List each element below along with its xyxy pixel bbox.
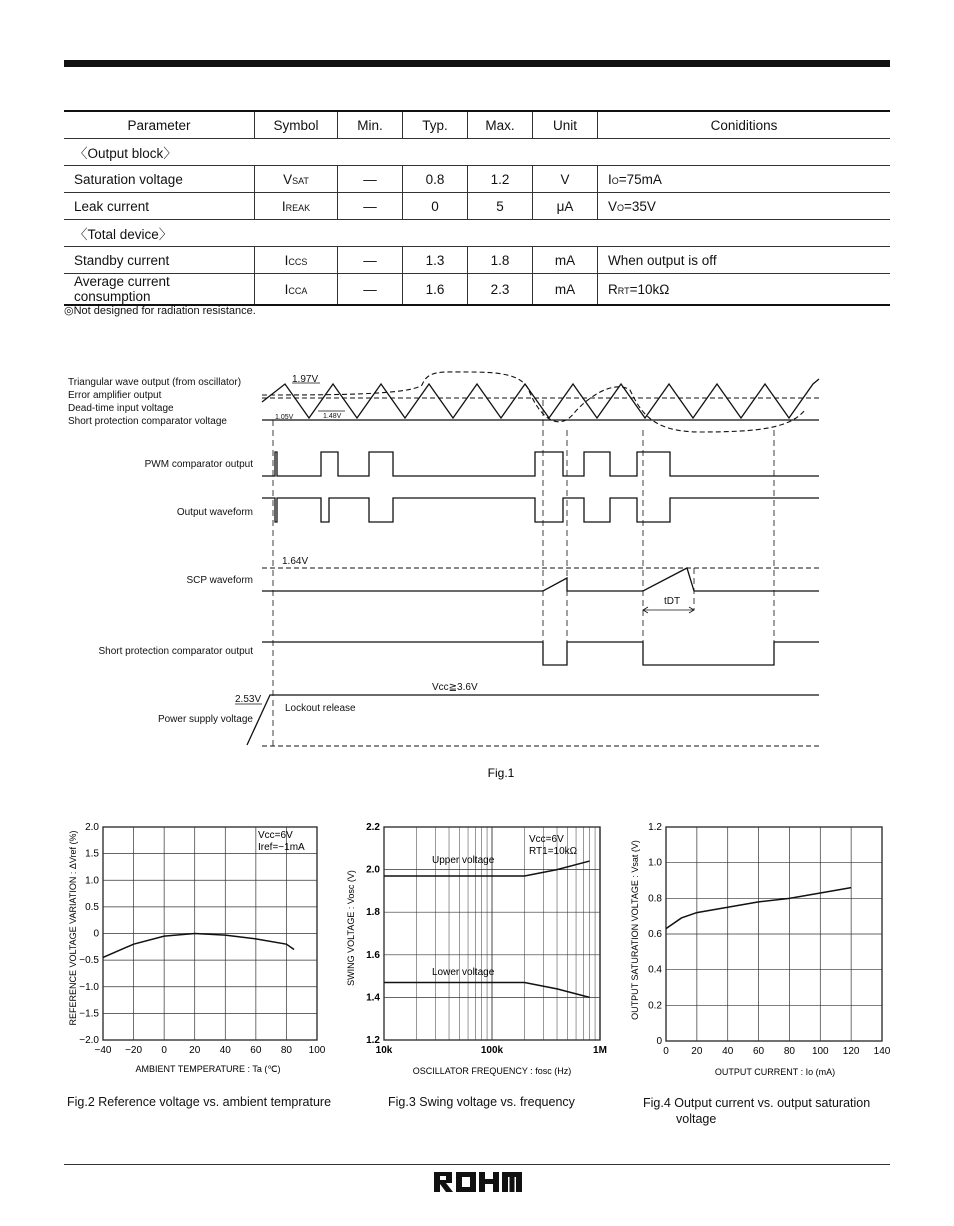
- label-tdt: tDT: [664, 596, 681, 607]
- label-197v: 1.97V: [292, 374, 319, 385]
- fig3-ytick: 2.2: [366, 822, 380, 833]
- fig4-ytick: 0.4: [648, 964, 662, 976]
- header-unit: Unit: [533, 111, 598, 139]
- scp-waveform: [262, 568, 819, 591]
- fig4-xtick: 80: [783, 1046, 795, 1057]
- fig2-xtick: 80: [280, 1045, 292, 1056]
- fig4-xtick: 20: [691, 1046, 703, 1057]
- fig2-xtick: 20: [189, 1045, 201, 1056]
- error-amp-output: [262, 372, 805, 432]
- cell-min: —: [338, 247, 403, 274]
- table-row: [64, 247, 890, 274]
- fig3-legend-vcc: Vcc=6V: [529, 834, 564, 845]
- fig3-lower-label: Lower voltage: [432, 967, 495, 978]
- fig3-ytick: 1.6: [366, 949, 380, 961]
- fig2-legend-iref: Iref=−1mA: [258, 842, 305, 853]
- cell-max: 1.8: [468, 247, 533, 274]
- fig2-ytick: 1.0: [85, 875, 99, 887]
- fig3-caption: Fig.3 Swing voltage vs. frequency: [388, 1095, 575, 1109]
- fig4-xtick: 100: [811, 1046, 829, 1057]
- fig2-xtick: −40: [94, 1045, 112, 1056]
- label-error-amp: Error amplifier output: [68, 390, 162, 401]
- cell-conditions: VO=35V: [598, 193, 891, 220]
- label-lockout: Lockout release: [285, 703, 356, 714]
- cell-max: 5: [468, 193, 533, 220]
- fig2-xtick: 40: [219, 1045, 231, 1056]
- header-symbol: Symbol: [255, 111, 338, 139]
- fig4-ylabel: OUTPUT SATURATION VOLTAGE : Vsat (V): [630, 840, 640, 1020]
- fig3-lower-line: [384, 982, 590, 997]
- fig4-ytick: 0.8: [648, 893, 662, 905]
- fig4-xlabel: OUTPUT CURRENT : Io (mA): [714, 1067, 836, 1077]
- fig1-caption: Fig.1: [487, 766, 515, 780]
- label-spc-output: Short protection comparator output: [98, 646, 253, 657]
- cell-symbol: ICCA: [255, 274, 338, 306]
- fig4-ytick: 0: [656, 1036, 662, 1047]
- cell-parameter: Leak current: [64, 193, 255, 220]
- top-rule: [64, 60, 890, 67]
- cell-conditions: RRT=10kΩ: [598, 274, 891, 306]
- cell-typ: 0.8: [403, 166, 468, 193]
- cell-parameter: Standby current: [64, 247, 255, 274]
- spc-output-waveform: [262, 642, 819, 665]
- table-header-row: [64, 111, 890, 139]
- fig2-series-line: [103, 934, 294, 958]
- fig2-caption: Fig.2 Reference voltage vs. ambient temprature: [67, 1095, 332, 1109]
- cell-unit: mA: [533, 274, 598, 306]
- fig3-xtick: 100k: [480, 1045, 504, 1056]
- rohm-logo: [432, 1170, 524, 1194]
- fig2-xtick: 0: [161, 1045, 167, 1056]
- fig2-ytick: −1.5: [79, 1008, 99, 1020]
- timing-diagram: [0, 360, 954, 790]
- radiation-note: ◎Not designed for radiation resistance.: [64, 305, 256, 317]
- label-output-waveform: Output waveform: [176, 507, 253, 518]
- group-row: [64, 220, 890, 247]
- fig3-ytick: 1.2: [366, 1035, 380, 1046]
- table-row: [64, 166, 890, 193]
- cell-symbol: ICCS: [255, 247, 338, 274]
- fig3-chart: [340, 815, 625, 1085]
- group-label: 〈Output block〉: [64, 139, 890, 166]
- cell-conditions: When output is off: [598, 247, 891, 274]
- fig2-ytick: 0: [93, 928, 99, 940]
- fig3-xtick: 1M: [593, 1045, 607, 1056]
- cell-min: —: [338, 274, 403, 306]
- fig2-ytick: −2.0: [79, 1035, 99, 1046]
- label-253v: 2.53V: [235, 694, 262, 705]
- fig3-xtick: 10k: [375, 1045, 393, 1056]
- label-vcc: Vcc≧3.6V: [432, 682, 478, 693]
- cell-parameter: Saturation voltage: [64, 166, 255, 193]
- cell-typ: 1.6: [403, 274, 468, 306]
- fig2-xtick: 100: [308, 1045, 326, 1056]
- fig3-xlabel: OSCILLATOR FREQUENCY : fosc (Hz): [412, 1066, 572, 1076]
- fig2-xtick: 60: [250, 1045, 262, 1056]
- label-105v: 1.05V: [275, 414, 294, 421]
- fig2-xlabel: AMBIENT TEMPERATURE : Ta (℃): [135, 1064, 281, 1074]
- cell-conditions: IO=75mA: [598, 166, 891, 193]
- label-triangular-wave: Triangular wave output (from oscillator): [68, 377, 242, 388]
- fig2-chart: [60, 815, 335, 1085]
- fig2-legend-vcc: Vcc=6V: [258, 830, 293, 841]
- fig4-caption: Fig.4 Output current vs. output saturation: [643, 1096, 871, 1110]
- fig2-ytick: −0.5: [79, 955, 99, 967]
- fig4-ytick: 0.6: [648, 929, 662, 940]
- fig4-xtick: 60: [753, 1046, 765, 1057]
- fig4-ytick: 0.2: [648, 1000, 662, 1012]
- label-scp: SCP waveform: [186, 575, 253, 586]
- group-label: 〈Total device〉: [64, 220, 890, 247]
- table-row: [64, 193, 890, 220]
- fig4-ytick: 1.0: [648, 857, 662, 869]
- fig3-ylabel: SWING VOLTAGE : Vosc (V): [346, 870, 356, 986]
- cell-unit: μA: [533, 193, 598, 220]
- bottom-rule: [64, 1164, 890, 1165]
- label-164v: 1.64V: [282, 556, 309, 567]
- fig4-xtick: 40: [722, 1046, 734, 1057]
- cell-unit: mA: [533, 247, 598, 274]
- fig3-ytick: 1.4: [366, 992, 380, 1004]
- cell-parameter: Average current consumption: [64, 274, 255, 306]
- cell-unit: V: [533, 166, 598, 193]
- header-max: Max.: [468, 111, 533, 139]
- fig3-upper-label: Upper voltage: [432, 855, 495, 866]
- fig4-xtick: 120: [842, 1046, 860, 1057]
- fig2-ytick: 0.5: [85, 901, 99, 913]
- label-pwm: PWM comparator output: [144, 459, 253, 470]
- label-power-supply: Power supply voltage: [157, 714, 253, 725]
- cell-min: —: [338, 193, 403, 220]
- header-conditions: Coniditions: [598, 111, 891, 139]
- electrical-characteristics-table: [64, 110, 890, 306]
- output-waveform: [262, 498, 819, 522]
- label-dead-time: Dead-time input voltage: [68, 403, 174, 414]
- header-typ: Typ.: [403, 111, 468, 139]
- cell-min: —: [338, 166, 403, 193]
- cell-symbol: IREAK: [255, 193, 338, 220]
- header-min: Min.: [338, 111, 403, 139]
- fig4-ytick: 1.2: [648, 822, 662, 833]
- label-148v: 1.48V: [323, 413, 342, 420]
- fig2-ytick: −1.0: [79, 981, 99, 993]
- fig4-caption-line2: voltage: [676, 1112, 717, 1126]
- fig3-ytick: 1.8: [366, 907, 380, 919]
- cell-max: 1.2: [468, 166, 533, 193]
- table-row: [64, 274, 890, 306]
- fig2-ylabel: REFERENCE VOLTAGE VARIATION : ΔVref (%): [68, 830, 78, 1026]
- fig2-xtick: −20: [125, 1045, 143, 1056]
- header-parameter: Parameter: [64, 111, 255, 139]
- fig3-ytick: 2.0: [366, 864, 380, 876]
- fig2-ytick: 1.5: [85, 848, 99, 860]
- cell-symbol: VSAT: [255, 166, 338, 193]
- fig2-ytick: 2.0: [85, 822, 99, 833]
- fig3-legend-rt: RT1=10kΩ: [529, 846, 578, 857]
- pwm-output: [262, 452, 819, 476]
- cell-typ: 0: [403, 193, 468, 220]
- fig4-xtick: 0: [663, 1046, 669, 1057]
- group-row: [64, 139, 890, 166]
- cell-max: 2.3: [468, 274, 533, 306]
- label-short-protection: Short protection comparator voltage: [68, 416, 227, 427]
- fig4-chart: [625, 815, 895, 1085]
- cell-typ: 1.3: [403, 247, 468, 274]
- fig4-xtick: 140: [873, 1046, 891, 1057]
